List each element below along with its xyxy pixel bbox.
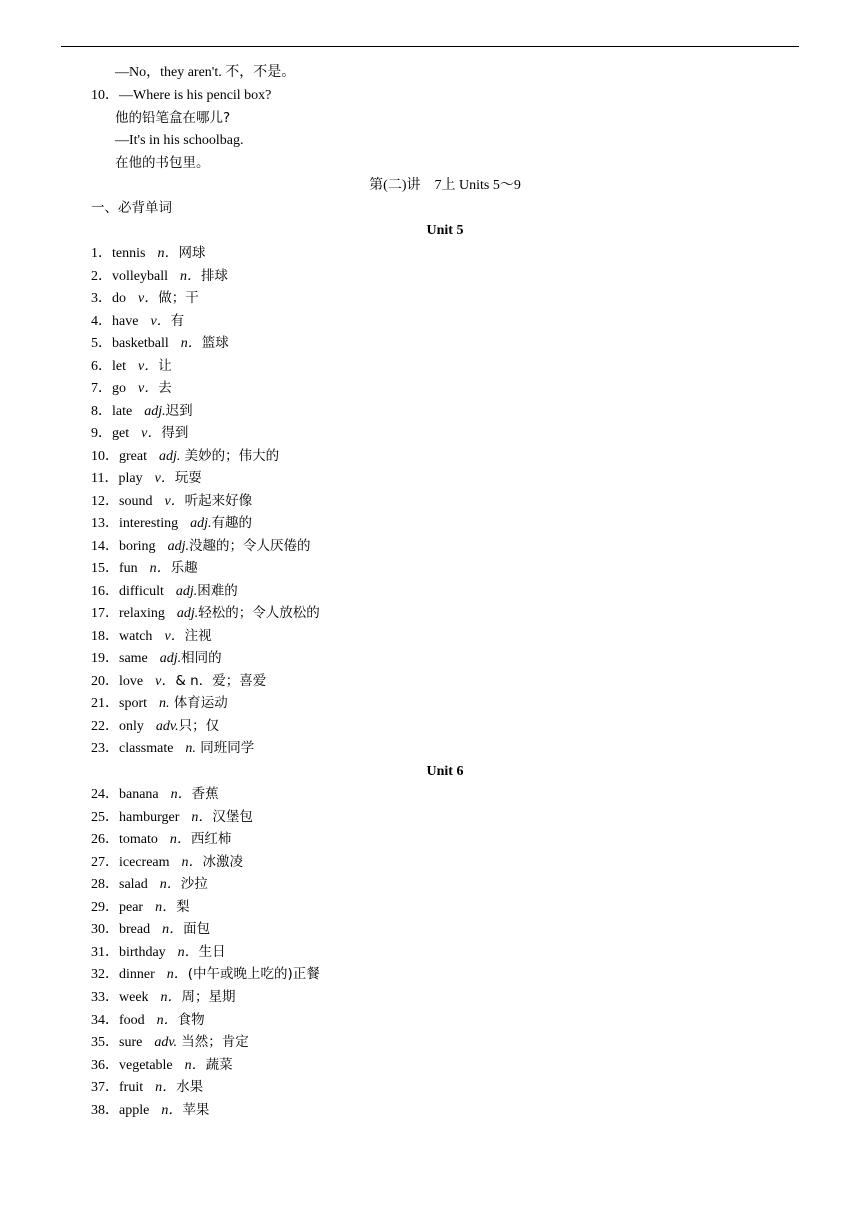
- entry-word: go: [112, 381, 126, 396]
- entry-number: 1．: [91, 246, 112, 261]
- entry-word: have: [112, 313, 139, 329]
- vocab-entry: [91, 311, 184, 331]
- intro-answer-line: —No，they aren't. 不，不是。: [115, 65, 296, 80]
- entry-part-of-speech: n．: [184, 1057, 206, 1073]
- entry-number: 29．: [91, 899, 119, 915]
- entry-meaning: 得到: [161, 425, 189, 441]
- entry-meaning: 乐趣: [170, 560, 198, 576]
- vocab-entry: [91, 1100, 209, 1120]
- entry-number: 26．: [91, 832, 119, 848]
- entry-word: dinner: [119, 967, 155, 983]
- entry-word: play: [118, 471, 143, 486]
- entry-number: 31．: [91, 944, 119, 960]
- item-10-question: [91, 86, 271, 106]
- entry-word: tennis: [112, 246, 146, 261]
- entry-part-of-speech: n．: [160, 989, 182, 1005]
- entry-part-of-speech: n．: [170, 787, 192, 802]
- entry-number: 24．: [91, 787, 119, 802]
- entry-number: 18．: [91, 628, 119, 644]
- entry-number: 6．: [91, 358, 112, 374]
- vocab-entry: [91, 874, 208, 894]
- entry-number: 11．: [91, 471, 119, 486]
- entry-number: 20．: [91, 673, 119, 689]
- entry-part-of-speech: n．: [180, 268, 201, 284]
- header-rule: [61, 46, 799, 47]
- entry-meaning: 网球: [178, 245, 206, 261]
- entry-meaning: 篮球: [201, 335, 229, 351]
- entry-meaning: 食物: [177, 1011, 205, 1028]
- entry-meaning: 排球: [201, 267, 228, 284]
- entry-part-of-speech: adj.: [190, 516, 212, 531]
- entry-word: boring: [119, 538, 156, 554]
- entry-part-of-speech: v．: [141, 426, 162, 441]
- entry-part-of-speech: adj.: [167, 538, 189, 554]
- entry-part-of-speech: adv.: [154, 1035, 178, 1051]
- entry-number: 16．: [91, 583, 119, 599]
- entry-word: let: [112, 358, 126, 374]
- entry-part-of-speech: adj.: [176, 606, 199, 621]
- entry-number: 21．: [91, 696, 119, 711]
- vocab-entry: [91, 1010, 205, 1030]
- entry-part-of-speech: n．: [157, 246, 179, 261]
- vocab-entry: [91, 648, 222, 668]
- entry-word: great: [119, 448, 147, 464]
- entry-word: sound: [119, 493, 153, 509]
- vocab-entry: [91, 333, 229, 353]
- entry-number: 33．: [91, 989, 119, 1005]
- entry-word: late: [112, 403, 133, 419]
- item-10-answer-cn: 在他的书包里。: [115, 155, 210, 171]
- entry-number: 13．: [91, 516, 119, 531]
- entry-meaning: 听起来好像: [184, 492, 253, 509]
- entry-number: 8．: [91, 403, 112, 419]
- entry-meaning: 水果: [176, 1079, 204, 1096]
- entry-part-of-speech: v．: [164, 628, 185, 644]
- entry-meaning: 蔬菜: [205, 1056, 233, 1073]
- entry-number: 27．: [91, 854, 119, 870]
- entry-meaning: 生日: [198, 943, 226, 960]
- vocab-entry: [91, 558, 198, 578]
- entry-part-of-speech: n．: [180, 336, 202, 351]
- entry-part-of-speech: adj.: [158, 448, 181, 464]
- entry-number: 28．: [91, 877, 119, 893]
- entry-part-of-speech: v．: [138, 381, 159, 396]
- vocab-entry: [91, 536, 310, 556]
- entry-part-of-speech: adj.: [159, 651, 182, 666]
- vocab-entry: [91, 1055, 233, 1075]
- vocab-entry: [91, 603, 320, 623]
- entry-number: 32．: [91, 967, 119, 983]
- entry-part-of-speech: n．: [162, 922, 184, 938]
- entry-number: 30．: [91, 922, 119, 938]
- entry-meaning: 面包: [183, 921, 211, 938]
- entry-word: only: [119, 718, 144, 734]
- entry-part-of-speech: v．: [154, 471, 175, 486]
- entry-number: 35．: [91, 1035, 119, 1051]
- entry-number: 37．: [91, 1080, 119, 1096]
- entry-meaning: 沙拉: [180, 876, 208, 893]
- entry-part-of-speech: adj.: [144, 403, 166, 419]
- entry-word: week: [119, 989, 149, 1005]
- entry-number: 2．: [91, 268, 112, 284]
- vocab-entry: [91, 784, 219, 804]
- entry-part-of-speech: v．: [150, 313, 171, 329]
- vocab-entry: [91, 671, 266, 691]
- entry-word: get: [112, 426, 130, 441]
- entry-meaning: 西红柿: [190, 831, 232, 848]
- entry-meaning: 同班同学: [195, 740, 255, 756]
- entry-part-of-speech: n．: [159, 877, 181, 893]
- entry-number: 15．: [91, 561, 119, 576]
- entry-word: classmate: [119, 741, 174, 756]
- entry-meaning: 去: [158, 380, 172, 396]
- entry-word: sport: [119, 696, 147, 711]
- item-10-answer: —It's in his schoolbag.: [115, 133, 244, 148]
- vocab-entry: [91, 513, 252, 533]
- entry-number: 14．: [91, 538, 119, 554]
- entry-number: 9．: [91, 426, 112, 441]
- question-text: —Where is his pencil box?: [119, 88, 272, 103]
- vocab-entry: [91, 468, 202, 488]
- entry-meaning: 玩耍: [174, 470, 202, 486]
- entry-word: relaxing: [119, 606, 165, 621]
- entry-number: 22．: [91, 718, 119, 734]
- entry-meaning: & n．爱；喜爱: [175, 672, 267, 689]
- entry-part-of-speech: v．: [138, 291, 159, 306]
- vocab-entry: [91, 288, 199, 308]
- entry-part-of-speech: v．: [138, 358, 159, 374]
- entry-number: 36．: [91, 1057, 119, 1073]
- entry-number: 38．: [91, 1102, 119, 1118]
- entry-part-of-speech: n.: [185, 741, 196, 756]
- entry-word: difficult: [119, 583, 164, 599]
- entry-part-of-speech: n．: [155, 899, 177, 915]
- entry-meaning: 迟到: [165, 402, 193, 419]
- vocab-entry: [91, 491, 252, 511]
- entry-meaning: 香蕉: [191, 786, 219, 802]
- vocab-entry: [91, 626, 212, 646]
- entry-meaning: 有趣的: [211, 515, 252, 531]
- vocab-entry: [91, 738, 254, 758]
- entry-part-of-speech: adj.: [175, 583, 198, 599]
- entry-number: 4．: [91, 313, 112, 329]
- vocab-entry: [91, 807, 253, 827]
- vocab-entry: [91, 1077, 203, 1097]
- entry-meaning: (中午或晚上吃的)正餐: [187, 966, 320, 983]
- vocab-entry: [91, 266, 228, 286]
- vocab-entry: [91, 897, 190, 917]
- entry-meaning: 苹果: [182, 1101, 210, 1118]
- lecture-title: 第(二)讲 7上 Units 5～9: [369, 178, 521, 193]
- entry-part-of-speech: n．: [166, 967, 188, 983]
- vocab-entry: [91, 829, 231, 849]
- entry-number: 23．: [91, 741, 119, 756]
- item-number: 10．: [91, 88, 119, 103]
- item-10-question-cn: 他的铅笔盒在哪儿?: [115, 110, 231, 126]
- entry-number: 34．: [91, 1012, 119, 1028]
- entry-part-of-speech: adv.: [155, 718, 179, 734]
- entry-word: do: [112, 291, 126, 306]
- entry-number: 17．: [91, 606, 119, 621]
- vocab-entry: [91, 356, 172, 376]
- entry-word: icecream: [119, 854, 170, 870]
- entry-word: fruit: [119, 1080, 144, 1096]
- vocab-entry: [91, 987, 236, 1007]
- entry-meaning: 汉堡包: [212, 808, 253, 825]
- entry-part-of-speech: n．: [161, 1102, 183, 1118]
- vocab-entry: [91, 964, 320, 984]
- entry-number: 10．: [91, 448, 119, 464]
- entry-word: basketball: [112, 336, 169, 351]
- entry-meaning: 注视: [184, 627, 212, 644]
- entry-word: pear: [119, 899, 144, 915]
- entry-meaning: 美妙的；伟大的: [180, 447, 280, 464]
- entry-meaning: 相同的: [181, 650, 222, 666]
- entry-meaning: 周；星期: [181, 988, 236, 1005]
- entry-number: 7．: [91, 381, 112, 396]
- unit-5-title: Unit 5: [426, 223, 464, 238]
- entry-word: birthday: [119, 944, 166, 960]
- vocab-entry: [91, 919, 210, 939]
- entry-word: bread: [119, 922, 151, 938]
- vocab-entry: [91, 446, 279, 466]
- entry-word: apple: [119, 1102, 150, 1118]
- entry-number: 19．: [91, 651, 119, 666]
- entry-number: 3．: [91, 291, 112, 306]
- entry-word: volleyball: [112, 268, 168, 284]
- vocab-entry: [91, 1032, 249, 1052]
- entry-part-of-speech: n．: [191, 809, 213, 825]
- section-heading: 一、必背单词: [91, 200, 172, 216]
- entry-part-of-speech: n．: [169, 832, 191, 848]
- entry-word: banana: [119, 787, 159, 802]
- entry-meaning: 梨: [176, 898, 190, 915]
- vocab-entry: [91, 243, 205, 263]
- entry-part-of-speech: v．: [164, 493, 185, 509]
- entry-meaning: 只；仅: [178, 717, 220, 734]
- entry-word: interesting: [119, 516, 179, 531]
- entry-word: tomato: [119, 832, 158, 848]
- entry-part-of-speech: n.: [159, 696, 170, 711]
- entry-meaning: 困难的: [197, 582, 238, 599]
- vocab-entry: [91, 423, 188, 443]
- entry-word: love: [119, 673, 144, 689]
- entry-word: fun: [119, 561, 138, 576]
- entry-word: same: [119, 651, 148, 666]
- entry-meaning: 冰激凌: [202, 853, 244, 870]
- entry-meaning: 有: [170, 312, 185, 329]
- entry-word: salad: [119, 877, 148, 893]
- entry-part-of-speech: n．: [155, 1080, 177, 1096]
- vocab-entry: [91, 852, 243, 872]
- entry-word: hamburger: [119, 809, 180, 825]
- entry-meaning: 当然；肯定: [177, 1034, 249, 1051]
- entry-part-of-speech: n．: [181, 854, 203, 870]
- vocab-entry: [91, 401, 193, 421]
- entry-number: 12．: [91, 493, 119, 509]
- entry-part-of-speech: n．: [156, 1012, 178, 1028]
- vocab-entry: [91, 942, 226, 962]
- entry-number: 25．: [91, 809, 119, 825]
- vocab-entry: [91, 693, 228, 713]
- entry-part-of-speech: v．: [155, 673, 176, 689]
- vocab-entry: [91, 378, 172, 398]
- entry-number: 5．: [91, 336, 112, 351]
- unit-6-title: Unit 6: [426, 764, 464, 779]
- entry-meaning: 轻松的；令人放松的: [198, 605, 320, 621]
- entry-word: watch: [119, 628, 153, 644]
- entry-word: sure: [119, 1035, 143, 1051]
- vocab-entry: [91, 716, 219, 736]
- vocab-entry: [91, 581, 238, 601]
- entry-meaning: 没趣的；令人厌倦的: [188, 537, 311, 554]
- entry-meaning: 让: [158, 357, 172, 374]
- entry-part-of-speech: n．: [149, 561, 171, 576]
- entry-part-of-speech: n．: [177, 944, 199, 960]
- entry-meaning: 体育运动: [169, 695, 228, 711]
- entry-word: vegetable: [119, 1057, 173, 1073]
- entry-word: food: [119, 1012, 145, 1028]
- entry-meaning: 做；干: [158, 290, 199, 306]
